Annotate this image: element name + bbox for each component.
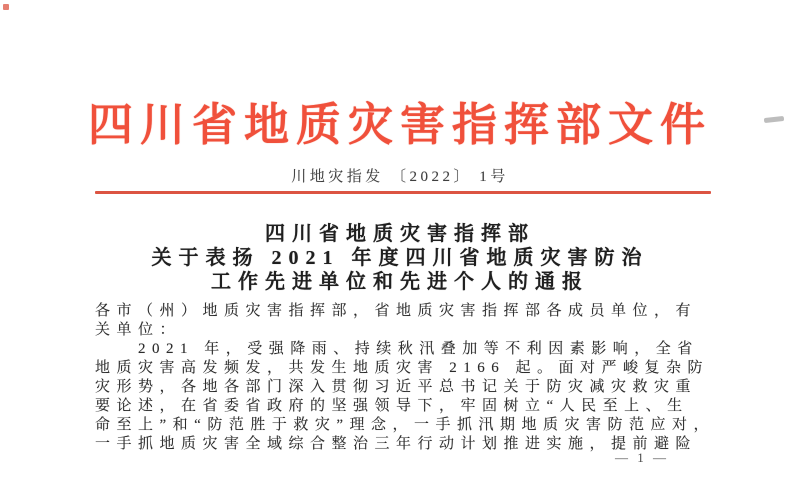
body-line: 灾形势，各地各部门深入贯彻习近平总书记关于防灾减灾救灾重	[95, 379, 698, 395]
body-line: 地质灾害高发频发，共发生地质灾害 2166 起。面对严峻复杂防	[95, 360, 710, 376]
body-line: 各市（州）地质灾害指挥部，省地质灾害指挥部各成员单位，有	[95, 303, 698, 319]
body-line: 关单位：	[95, 322, 182, 338]
document-title-line: 四川省地质灾害指挥部	[265, 223, 535, 245]
document-title-line: 工作先进单位和先进个人的通报	[211, 271, 589, 293]
document-title-line: 关于表扬 2021 年度四川省地质灾害防治	[151, 247, 649, 269]
body-line: 要论述，在省委省政府的坚强领导下，牢固树立“人民至上、生	[95, 398, 689, 414]
document-title	[0, 222, 800, 294]
scan-artifact-red-speck	[3, 4, 9, 10]
page-number: — 1 —	[615, 450, 669, 465]
document-body	[95, 302, 735, 454]
body-line: 一手抓地质灾害全域综合整治三年行动计划推进实施，提前避险	[95, 436, 698, 452]
document-header-red-title: 四川省地质灾害指挥部文件	[87, 100, 712, 150]
document-reference-number: 川地灾指发 〔2022〕 1号	[291, 169, 509, 185]
body-line: 2021 年，受强降雨、持续秋汛叠加等不利因素影响，全省	[95, 341, 699, 357]
body-line: 命至上”和“防范胜于救灾”理念，一手抓汛期地质灾害防范应对，	[95, 417, 715, 433]
red-separator-rule	[95, 191, 711, 194]
